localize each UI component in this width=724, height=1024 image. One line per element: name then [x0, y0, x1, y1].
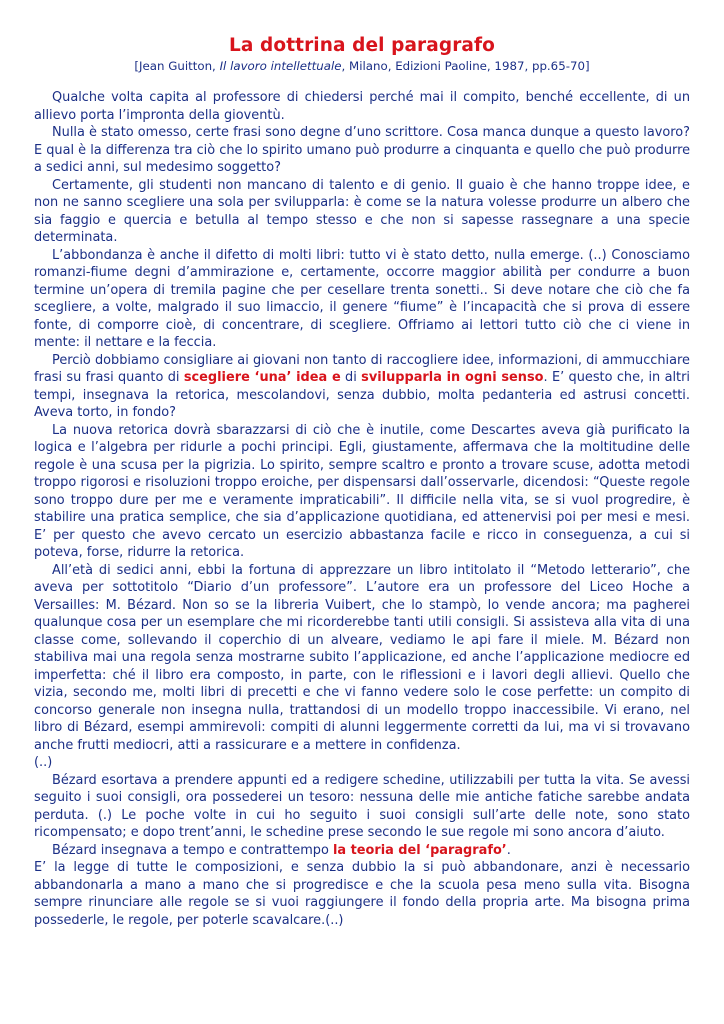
source-citation — [34, 58, 690, 75]
paragraph: L’abbondanza è anche il difetto di molti libri: tutto vi è stato detto, nulla emerge. (..) Conosciamo romanzi-fiume degni d’ammirazione e, certamente, occorre maggior abilità per condurre a buon termine un’opera di tremila pagine che per cesellare trenta sonetti.. Si deve notare che ciò che fa scegliere, a volte, malgrado il suo limaccio, il genere “fiume” è l’incapacità che si prova di essere fonte, di comporre cioè, di concentrare, di scegliere. Offriamo ai lettori tutto ciò che ci viene in mente: il nettare e la feccia. — [34, 247, 690, 350]
paragraph — [34, 842, 690, 860]
paragraph: La nuova retorica dovrà sbarazzarsi di ciò che è inutile, come Descartes aveva già purificato la logica e l’algebra per ridurle a pochi principi. Egli, giustamente, affermava che la moltitudine delle regole è una scusa per la pigrizia. Lo spirito, sempre scaltro e pronto a trovare scuse, adotta metodi troppo rigorosi e risoluzioni troppo eroiche, per dispensarsi dall’osservarle, dicendosi: “Queste regole sono troppo dure per me e veramente impraticabili”. Il difficile nella vita, se si vuol progredire, è stabilire una pratica semplice, che sia d’applicazione quotidiana, ed attenervisi poi per mesi e mesi. E’ per questo che avevo cercato un esercizio abbastanza facile e ricco in conseguenza, a cui si poteva, forse, ridurre la retorica. — [34, 422, 690, 560]
highlight-phrase: la teoria del ‘paragrafo’ — [332, 842, 507, 858]
paragraph-text: Perciò dobbiamo consigliare ai giovani non tanto di raccogliere idee, informazioni, di ammucchiare frasi su frasi quanto di — [34, 352, 690, 385]
paragraph: Certamente, gli studenti non mancano di talento e di genio. Il guaio è che hanno troppe idee, e non ne sanno scegliere una sola per svilupparla: è come se la natura volesse produrre un albero che sia faggio e quercia e betulla al tempo stesso e che non si sapesse rassegnare a una specie determinata. — [34, 177, 690, 245]
paragraph: Bézard esortava a prendere appunti ed a redigere schedine, utilizzabili per tutta la vita. Se avessi seguito i suoi consigli, ora possederei un tesoro: nessuna delle mie antiche fatiche sarebbe andata perduta. (.) Le poche volte in cui ho seguito i suoi consigli sull’arte delle note, sono stato ricompensato; e dopo trent’anni, le schedine prese secondo le sue regole mi sono ancora d’aiuto. — [34, 772, 690, 840]
paragraph-text: . — [506, 842, 511, 858]
paragraph-text: di — [340, 370, 362, 385]
citation-suffix: , Milano, Edizioni Paoline, 1987, pp.65-70] — [341, 59, 590, 73]
citation-work-title: Il lavoro intellettuale — [219, 59, 342, 73]
paragraph: E’ la legge di tutte le composizioni, e senza dubbio la si può abbandonare, anzi è necessario abbandonarla a mano a mano che si progredisce e che la scuola pesa meno sulla vita. Bisogna sempre rinunciare alle regole se si vuoi raggiungere il fondo della propria arte. Ma bisogna prima possederle, le regole, per poterle scavalcare.(..) — [34, 860, 690, 928]
ellipsis-line: (..) — [34, 755, 53, 770]
document-title: La dottrina del paragrafo — [229, 35, 495, 56]
paragraph: All’età di sedici anni, ebbi la fortuna di apprezzare un libro intitolato il “Metodo letterario”, che aveva per sottotitolo “Diario d’un professore”. L’autore era un professore del Liceo Hoche a Versailles: M. Bézard. Non so se la libreria Vuibert, che lo stampò, lo vende ancora; ma pagherei qualunque cosa per un esemplare che mi ricorderebbe tanti utili consigli. Si assisteva alla vita di una classe come, sollevando il coperchio di un alveare, vediamo le api fare il miele. M. Bézard non stabiliva mai una regola senza mostrarne subito l’applicazione, ed anche l’applicazione mediocre ed imperfetta: ché il libro era composto, in parte, con le riflessioni e i lavori degli allievi. Quello che vizia, secondo me, molti libri di precetti e che vi fanno vedere solo le cose perfette: un compito di concorso generale non insegna nulla, trattandosi di un modello troppo inaccessibile. Vi erano, nel libro di Bézard, esempi ammirevoli: compiti di alunni leggermente corretti da lui, ma vi si trovavano anche frutti mediocri, atti a rassicurare e a mettere in confidenza. — [34, 562, 690, 753]
paragraph: Nulla è stato omesso, certe frasi sono degne d’uno scrittore. Cosa manca dunque a questo lavoro? E qual è la differenza tra ciò che lo spirito umano può produrre a cinquanta e quello che può produrre a sedici anni, sul medesimo soggetto? — [34, 125, 691, 175]
paragraph-text: . E’ questo che, in altri tempi, insegnava la retorica, mescolandovi, senza dubbio, molta pedanteria ed astrusi concetti. Aveva torto, in fondo? — [34, 370, 690, 420]
paragraph — [34, 352, 690, 422]
highlight-phrase: svilupparla in ogni senso — [361, 370, 544, 385]
highlight-phrase: scegliere ‘una’ idea e — [183, 370, 341, 385]
citation-prefix: [Jean Guitton, — [134, 59, 220, 73]
paragraph: Qualche volta capita al professore di chiedersi perché mai il compito, benché eccellente, di un allievo porta l’impronta della gioventù. — [34, 90, 690, 123]
document-body — [34, 89, 690, 929]
paragraph-text: Bézard insegnava a tempo e contrattempo — [52, 842, 333, 858]
